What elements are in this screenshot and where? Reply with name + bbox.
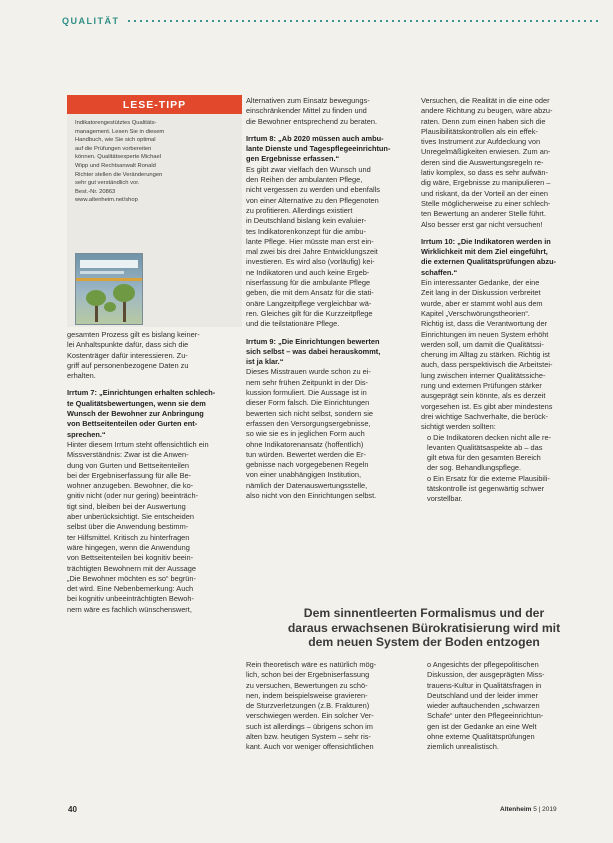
section-heading-line: gen Ergebnisse erfassen.“ bbox=[246, 154, 340, 164]
section-heading-line: te Qualitätsbewertungen, wenn sie dem bbox=[67, 398, 206, 408]
text-line: lativ komplex, so dass es sehr aufwän- bbox=[421, 168, 548, 178]
tip-text-line: Wipp und Rechtsanwalt Ronald bbox=[75, 162, 156, 169]
column-3 bbox=[421, 96, 601, 505]
pull-quote bbox=[250, 606, 598, 650]
text-line: von einer unabhängigen Institution, bbox=[246, 470, 362, 480]
pull-quote-line: daraus erwachsenen Bürokratisierung wird mit bbox=[287, 620, 561, 635]
section-heading-line: Irrtum 7: „Einrichtungen erhalten schlech- bbox=[67, 388, 216, 398]
paragraph-gap bbox=[246, 127, 416, 134]
text-line: raten. Denn zum einen haben sich die bbox=[421, 116, 546, 126]
text-line: Kostenträger dafür interessieren. Zu- bbox=[67, 350, 188, 360]
text-line: tun würden. Bewertet werden die Er- bbox=[246, 449, 366, 459]
text-line: nern wäre es fachlich wünschenswert, bbox=[67, 604, 192, 614]
text-line: such ist allerdings – übrigens schon im bbox=[246, 721, 373, 731]
section-heading-line: schaffen.“ bbox=[421, 267, 458, 277]
bullet-line: trauens-Kultur in Qualitätsfragen in bbox=[427, 680, 542, 690]
text-line: von einer Alternative zu den Pflegenoten bbox=[246, 195, 379, 205]
bullet-line: o Die Indikatoren decken nicht alle re- bbox=[427, 432, 552, 442]
bullet-line: o Ein Ersatz für die externe Plausibili- bbox=[427, 473, 550, 483]
bullet-line: Schafe“ unter den Pflegeeinrichtun- bbox=[427, 711, 544, 721]
text-line: wurde, aber er stammt wohl aus dem bbox=[421, 298, 543, 308]
text-line: det wird. Eine Nebenbemerkung: Auch bbox=[67, 584, 194, 594]
text-line: einschränkender Mittel zu finden und bbox=[246, 106, 367, 116]
text-line: Versuchen, die Realität in die eine oder bbox=[421, 96, 550, 105]
lese-tipp-header: LESE-TIPP bbox=[67, 95, 242, 114]
text-line: ohne Indikatorenansatz (hoffentlich) bbox=[246, 439, 364, 449]
tip-text-line: sehr gut verständlich vor. bbox=[75, 180, 140, 187]
section-heading-line: von Bettseitenteilen oder Gurten ent- bbox=[67, 419, 198, 429]
text-line: nämlich der Datenauswertungsstelle, bbox=[246, 480, 368, 490]
text-line: investieren. Es wird also (vorläufig) kei- bbox=[246, 257, 375, 267]
magazine-footer bbox=[500, 806, 557, 813]
text-line: von Bettseitenteilen bei kognitiv beein- bbox=[67, 553, 194, 563]
page-number: 40 bbox=[68, 805, 77, 814]
column-2-bottom bbox=[246, 660, 416, 753]
text-line: wohner anzugeben. Bewohner, die ko- bbox=[67, 481, 194, 491]
text-line: onäre Langzeitpflege vergleichbar wä- bbox=[246, 298, 372, 308]
text-line: den Reihen der ambulanten Pflege, bbox=[246, 175, 363, 185]
text-line: Unregelmäßigkeiten erwiesen. Zum an- bbox=[421, 147, 551, 157]
tip-text-line: Handbuch, wie Sie sich optimal bbox=[75, 137, 156, 144]
text-line: nem sehr frühen Zeitpunkt in der Dis- bbox=[246, 377, 368, 387]
pull-quote-line: Dem sinnentleerten Formalismus und der bbox=[303, 606, 545, 620]
text-line: verschwiegen werden. Ein solcher Ver- bbox=[246, 711, 374, 721]
text-line: dig wäre, Ergebnisse zu manipulieren – bbox=[421, 178, 551, 188]
bullet-line: ziemlich unrealistisch. bbox=[427, 742, 499, 752]
text-line: mal zwei bis drei Jahre Entwicklungszeit bbox=[246, 247, 378, 257]
section-heading-line: die externen Qualitätsprüfungen abzu- bbox=[421, 257, 557, 267]
text-line: werden soll, um damit die Qualitätssi- bbox=[421, 339, 544, 349]
section-heading-line: sprechen.“ bbox=[67, 429, 106, 439]
text-line: Hinter diesem Irrtum steht offensichtlich ein bbox=[67, 439, 209, 449]
bullet-line: vorstellbar. bbox=[427, 494, 463, 504]
text-line: Missverständnis: Zwar ist die Anwen- bbox=[67, 450, 189, 460]
text-line: Einrichtungen im neuen System erhöht bbox=[421, 329, 549, 339]
dotted-rule bbox=[126, 20, 603, 22]
section-label: QUALITÄT bbox=[62, 16, 120, 26]
tip-text-line: können. Qualitätsexperte Michael bbox=[75, 154, 162, 161]
text-line: nen, indem beispielsweise gravieren- bbox=[246, 690, 368, 700]
text-line: alten bzw. heutigen System – sehr ris- bbox=[246, 732, 371, 742]
text-line: „Die Bewohner möchten es so“ begrün- bbox=[67, 573, 196, 583]
text-line: dung von Gurten und Bettseitenteilen bbox=[67, 460, 190, 470]
bullet-line: gen ist der Gedanke an eine Welt bbox=[427, 721, 537, 731]
section-heading-line: lante Dienste und Tagespflegeeinrichtun- bbox=[246, 144, 391, 154]
book-cover-image bbox=[75, 253, 143, 325]
section-heading-line: sich selbst – was dabei herauskommt, bbox=[246, 346, 381, 356]
text-line: lung zwischen interner Qualitätssiche- bbox=[421, 370, 546, 380]
section-heading-line: Irrtum 9: „Die Einrichtungen bewerten bbox=[246, 336, 380, 346]
text-line: in Deutschland bislang kein evaluier- bbox=[246, 216, 367, 226]
text-line: tives Instrument zur Aufdeckung von bbox=[421, 137, 541, 147]
text-line: zu profitieren. Allerdings existiert bbox=[246, 205, 353, 215]
text-line: zu versuchen, Bewertungen zu schö- bbox=[246, 680, 368, 690]
text-line: selbst über die Anwendung bestimm- bbox=[67, 522, 189, 532]
column-3-bottom bbox=[421, 660, 601, 753]
text-line: lei Anhaltspunkte dafür, dass sich die bbox=[67, 340, 189, 350]
text-line: Es gibt zwar vielfach den Wunsch und bbox=[246, 164, 371, 174]
tree-crown bbox=[86, 290, 106, 306]
text-line: rung und externen Prüfungen stärker bbox=[421, 381, 542, 391]
lese-tipp-box bbox=[67, 95, 242, 327]
text-line: deren sind die Auswertungsregeln re- bbox=[421, 157, 544, 167]
text-line: Alternativen zum Einsatz bewegungs- bbox=[246, 96, 370, 105]
text-line: ter Hilfsmittel. Kritisch zu hinterfragen bbox=[67, 532, 190, 542]
tip-text-line: Richter stellen die Veränderungen bbox=[75, 171, 163, 178]
text-line: Rein theoretisch wäre es natürlich mög- bbox=[246, 660, 377, 669]
text-line: gebnisse nach vorgegebenen Regeln bbox=[246, 460, 369, 470]
text-line: vorgesehen ist. Es gibt aber mindestens bbox=[421, 401, 553, 411]
text-line: tigt sind, bleiben bei der Auswertung bbox=[67, 501, 186, 511]
column-1 bbox=[67, 330, 242, 615]
text-line: lich, schon bei der Ergebniserfassung bbox=[246, 670, 370, 680]
bullet-line: gilt etwa für den gesamten Bereich bbox=[427, 453, 541, 463]
text-line: ausgeprägt sein könnte, als es derzeit bbox=[421, 391, 546, 401]
magazine-issue: 5 | 2019 bbox=[533, 806, 557, 813]
text-line: ne Indikatoren und auch keine Ergeb- bbox=[246, 267, 370, 277]
section-heading-line: Wunsch der Bewohner zur Anbringung bbox=[67, 409, 204, 419]
text-line: ten Bewertung an anderer Stelle führt. bbox=[421, 209, 546, 219]
section-heading-line: Wirklichkeit mit dem Ziel eingeführt, bbox=[421, 247, 548, 257]
text-line: Also besser erst gar nicht versuchen! bbox=[421, 219, 543, 229]
text-line: geben, die mit dem Ansatz für die stati- bbox=[246, 288, 374, 298]
text-line: und riskant, da der Vorteil an der einen bbox=[421, 188, 548, 198]
text-line: nicht vergessen zu werden und ebenfalls bbox=[246, 185, 380, 195]
pull-quote-line: dem neuen System der Boden entzogen bbox=[308, 635, 540, 649]
text-line: tes Indikatorenkonzept für die ambu- bbox=[246, 226, 366, 236]
text-line: auch, dass perspektivisch die Arbeitstei- bbox=[421, 360, 553, 370]
text-line: bei kognitiv unbeeinträchtigten Bewoh- bbox=[67, 594, 194, 604]
text-line: sichtigt werden sollten: bbox=[421, 422, 496, 432]
text-line: ren. Gleiches gilt für die Kurzzeitpflege bbox=[246, 308, 373, 318]
text-line: lante Pflege. Hier müsste man erst ein- bbox=[246, 236, 374, 246]
text-line: kussion formuliert. Die Aussage ist in bbox=[246, 388, 367, 398]
magazine-name: Altenheim bbox=[500, 806, 532, 813]
text-line: aber unberücksichtigt. Sie entscheiden bbox=[67, 512, 194, 522]
text-line: Zeit lang in der Diskussion verbreitet bbox=[421, 288, 541, 298]
text-line: griff auf personenbezogene Daten zu bbox=[67, 360, 189, 370]
book-accent-stripe bbox=[76, 278, 142, 281]
tip-text-line: Indikatorengestütztes Qualitäts- bbox=[75, 120, 157, 126]
paragraph-gap bbox=[67, 381, 242, 388]
text-line: erhalten. bbox=[67, 371, 96, 381]
text-line: kant. Auch vor weniger offensichtlichen bbox=[246, 742, 374, 752]
paragraph-gap bbox=[421, 230, 601, 237]
text-line: cherung im Alltag zu stärken. Richtig ist bbox=[421, 350, 550, 360]
book-subtitle-bar bbox=[80, 271, 124, 274]
bullet-line: Diskussion, der ausgeprägten Miss- bbox=[427, 670, 545, 680]
bullet-line: levanten Qualitätsaspekte ab – das bbox=[427, 442, 543, 452]
text-line: die Bewohner entsprechend zu beraten. bbox=[246, 116, 378, 126]
bullet-line: tätskontrolle ist gegenwärtig schwer bbox=[427, 483, 545, 493]
text-line: gnitiv nicht (oder nur gering) beeinträch- bbox=[67, 491, 199, 501]
tip-text-line: www.altenheim.net/shop bbox=[75, 197, 138, 204]
section-heading-line: Irrtum 8: „Ab 2020 müssen auch ambu- bbox=[246, 133, 384, 143]
text-line: so wie sie es in jeglichen Form auch bbox=[246, 429, 365, 439]
tip-text-line: Best.-Nr. 20863 bbox=[75, 188, 116, 195]
text-line: wäre hingegen, wenn die Anwendung bbox=[67, 542, 190, 552]
bullet-line: wieder auftauchenden „schwarzen bbox=[427, 701, 540, 711]
bullet-line: ohne externe Qualitätsprüfungen bbox=[427, 732, 535, 742]
column-2 bbox=[246, 96, 416, 501]
text-line: Stelle möglicherweise zu einer schlech- bbox=[421, 198, 551, 208]
text-line: erfassen den Versorgungsergebnisse, bbox=[246, 418, 371, 428]
running-head bbox=[62, 14, 602, 28]
text-line: drei wichtige Sachverhalte, die berück- bbox=[421, 411, 548, 421]
text-line: Dieses Misstrauen wurde schon zu ei- bbox=[246, 367, 371, 377]
text-line: Richtig ist, dass die Verantwortung der bbox=[421, 319, 548, 329]
tree-crown bbox=[104, 302, 116, 312]
text-line: Plausibilitätskontrollen als ein effek- bbox=[421, 126, 538, 136]
text-line: also nicht von den Einrichtungen selbst. bbox=[246, 490, 377, 500]
bullet-line: Deutschland und der leider immer bbox=[427, 690, 538, 700]
text-line: Ein interessanter Gedanke, der eine bbox=[421, 278, 540, 288]
text-line: andere Richtung zu beugen, wäre abzu- bbox=[421, 106, 553, 116]
text-line: trächtigten Bewohnern mit der Aussage bbox=[67, 563, 197, 573]
text-line: Kapitel „Verschwörungstheorien“. bbox=[421, 308, 530, 318]
section-heading-line: Irrtum 10: „Die Indikatoren werden in bbox=[421, 236, 551, 246]
bullet-line: der sog. Behandlungspflege. bbox=[427, 463, 522, 473]
text-line: und die teilstationäre Pflege. bbox=[246, 319, 340, 329]
paragraph-gap bbox=[246, 330, 416, 337]
bullet-line: o Angesichts der pflegepolitischen bbox=[427, 660, 539, 669]
text-line: dieser Form falsch. Die Einrichtungen bbox=[246, 398, 370, 408]
book-title-bar bbox=[80, 260, 138, 268]
tip-text-line: management. Lesen Sie in diesem bbox=[75, 128, 165, 135]
tree-crown bbox=[113, 284, 135, 302]
text-line: niserfassung für die ambulante Pflege bbox=[246, 278, 371, 288]
tip-text-line: auf die Prüfungen vorbereiten bbox=[75, 145, 152, 152]
section-heading-line: ist ja klar.“ bbox=[246, 357, 284, 367]
text-line: gesamten Prozess gilt es bislang keiner- bbox=[67, 330, 200, 339]
text-line: bei der Ergebniserfassung für alle Be- bbox=[67, 470, 192, 480]
text-line: de Sturzverletzungen (z.B. Frakturen) bbox=[246, 701, 370, 711]
text-line: bewerten sich nicht selbst, sondern sie bbox=[246, 408, 373, 418]
lese-tipp-text bbox=[67, 114, 242, 205]
